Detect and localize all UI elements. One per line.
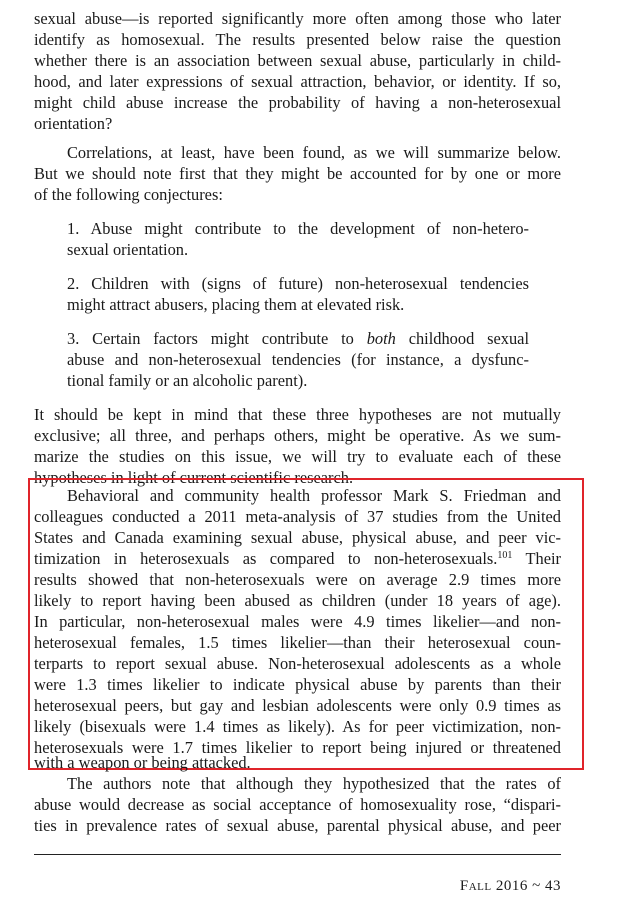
highlight-line: Behavioral and community health professor Mark S. Friedman and [67, 486, 561, 505]
page-footer [460, 878, 561, 895]
body-line: hypotheses in light of current scientific research. [34, 468, 354, 487]
highlight-line: were 1.3 times likelier to indicate physical abuse by parents than their [34, 675, 561, 694]
list-item-2-line: might attract abusers, placing them at elevated risk. [67, 295, 405, 314]
highlight-line: heterosexual females, 1.5 times likelier—than their heterosexual coun- [34, 633, 561, 652]
body-line: of the following conjectures: [34, 185, 223, 204]
emphasis-both: both [366, 329, 396, 348]
highlight-line: heterosexual peers, but gay and lesbian adolescents were only 0.9 times as [34, 696, 561, 715]
footer-season: Fall [459, 878, 492, 894]
body-line: The authors note that although they hypothesized that the rates of [67, 774, 561, 793]
list-item-3-line: abuse and non-heterosexual tendencies (for instance, a dysfunc- [67, 350, 529, 369]
body-line: But we should note first that they might be accounted for by one or more [34, 164, 561, 183]
list-item-2-line: 2. Children with (signs of future) non-heterosexual tendencies [67, 274, 529, 293]
body-line: Correlations, at least, have been found, as we will summarize below. [67, 143, 561, 162]
highlight-line: terparts to report sexual abuse. Non-heterosexual adolescents as a whole [34, 654, 561, 673]
list-item-3-text: 3. Certain factors might contribute to [67, 329, 367, 348]
list-item-1-line: 1. Abuse might contribute to the development of non-hetero- [67, 219, 529, 238]
footer-separator: ~ [532, 878, 541, 894]
body-line: might child abuse increase the probability of having a non-heterosexual [34, 93, 561, 112]
highlight-text: timization in heterosexuals as compared to non-heterosexuals. [34, 549, 498, 568]
list-item-3-line [67, 328, 529, 349]
highlight-line [34, 548, 561, 569]
page-number: 43 [545, 878, 561, 894]
footnote-ref-101[interactable]: 101 [497, 550, 513, 561]
body-line: exclusive; all three, and perhaps others, might be operative. As we sum- [34, 426, 561, 445]
highlight-text: Their [512, 549, 562, 568]
list-item-3-line: tional family or an alcoholic parent). [67, 371, 308, 390]
footer-year: 2016 [495, 878, 528, 894]
body-line: ties in prevalence rates of sexual abuse, parental physical abuse, and peer [34, 816, 561, 835]
body-line: abuse would decrease as social acceptance of homosexuality rose, “dispari- [34, 795, 561, 814]
footer-rule [34, 854, 561, 855]
body-line: marize the studies on this issue, we will try to evaluate each of these [34, 447, 561, 466]
highlight-line: likely to report having been abused as children (under 18 years of age). [34, 591, 561, 610]
highlight-line: results showed that non-heterosexuals were on average 2.9 times more [34, 570, 561, 589]
highlight-line: heterosexuals were 1.7 times likelier to report being injured or threatened [34, 738, 561, 757]
list-item-1-line: sexual orientation. [67, 240, 189, 259]
body-line: It should be kept in mind that these three hypotheses are not mutually [34, 405, 561, 424]
highlight-line: States and Canada examining sexual abuse, physical abuse, and peer vic- [34, 528, 561, 547]
body-line: hood, and later expressions of sexual attraction, behavior, or identity. If so, [34, 72, 561, 91]
body-line: sexual abuse—is reported significantly more often among those who later [34, 9, 561, 28]
highlight-line: likely (bisexuals were 1.4 times as likely). As for peer victimization, non- [34, 717, 561, 736]
highlight-line: colleagues conducted a 2011 meta-analysis of 37 studies from the United [34, 507, 561, 526]
body-line: orientation? [34, 114, 113, 133]
highlight-line: In particular, non-heterosexual males were 4.9 times likelier—and non- [34, 612, 561, 631]
body-line: identify as homosexual. The results presented below raise the question [34, 30, 561, 49]
highlight-line: with a weapon or being attacked. [34, 753, 251, 772]
body-line: whether there is an association between sexual abuse, particularly in child- [34, 51, 561, 70]
list-item-3-text: childhood sexual [395, 329, 529, 348]
